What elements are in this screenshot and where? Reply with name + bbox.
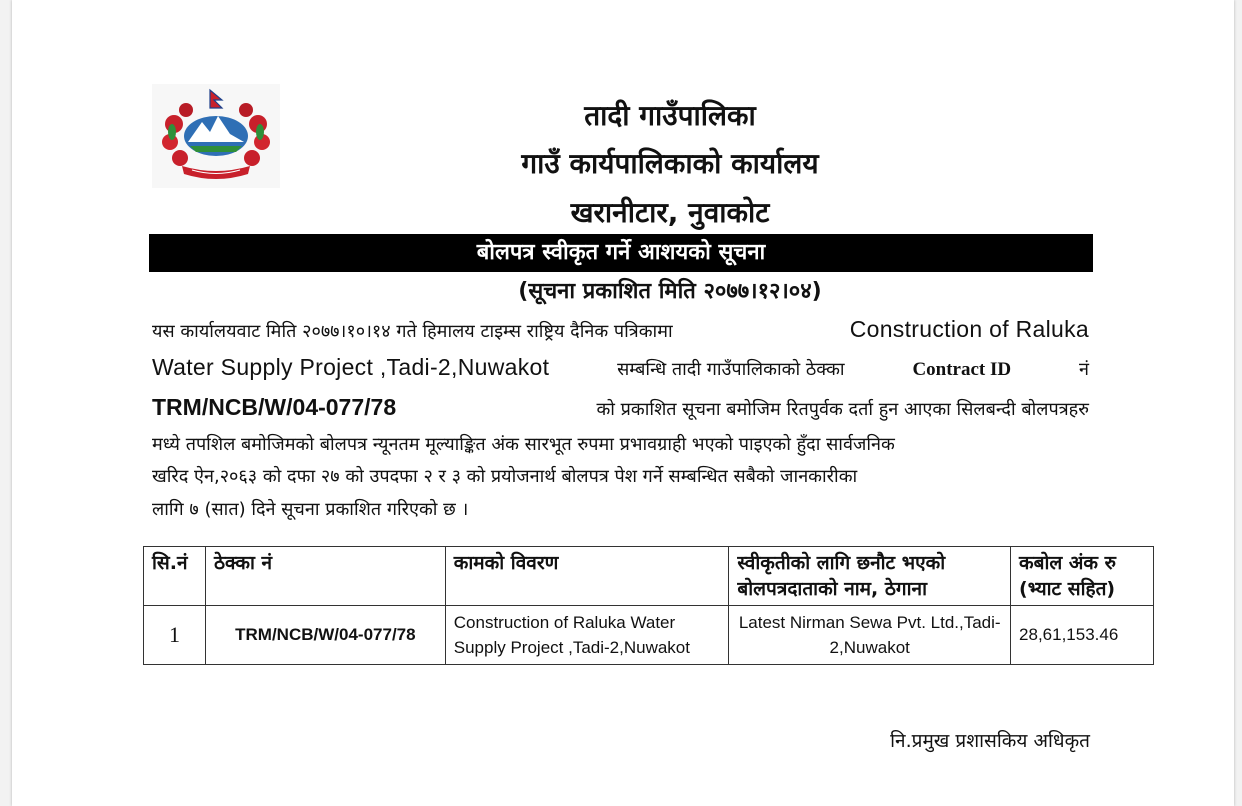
notice-title: बोलपत्र स्वीकृत गर्ने आशयको सूचना [476,240,766,265]
cell-sn: 1 [144,606,206,665]
cell-amount: 28,61,153.46 [1011,606,1154,665]
body-line-6 [152,497,1089,521]
project-name-part2: Water Supply Project ,Tadi-2,Nuwakot [152,354,550,380]
col-header-contract: ठेक्का नं [205,547,445,606]
body-text: यस कार्यालयवाट मिति २०७७।१०।१४ गते हिमालय टाइम्स राष्ट्रिय दैनिक पत्रिकामा [152,321,673,342]
municipality-name: तादी गाउँपालिका [584,99,756,132]
contract-id-label: Contract ID [912,359,1012,380]
body-text: लागि ७ (सात) दिने सूचना प्रकाशित गरिएको छ । [152,499,469,520]
body-text: को प्रकाशित सूचना बमोजिम रितपुर्वक दर्ता हुन आएका सिलबन्दी बोलपत्रहरु [596,399,1089,420]
body-text: मध्ये तपशिल बमोजिमको बोलपत्र न्यूनतम मूल्याङ्कित अंक सारभूत रुपमा प्रभावग्राही भएको पाइएको हुँदा सार्वजनिक [152,434,895,455]
body-line-5 [152,464,1089,488]
body-line-3 [152,394,1089,421]
project-name-part1: Construction of Raluka [849,316,1089,342]
body-line-1 [152,316,1089,343]
notice-title-bar [149,234,1093,272]
published-date: (सूचना प्रकाशित मिति २०७७।१२।०४) [518,279,822,304]
office-name: गाउँ कार्यपालिकाको कार्यालय [521,147,819,180]
table-header-row [144,547,1154,606]
body-text: नं [1078,359,1089,380]
body-text: सम्बन्धि तादी गाउँपालिकाको ठेक्का [617,359,845,380]
table-row [144,606,1154,665]
col-header-bidder: स्वीकृतीको लागि छनौट भएको बोलपत्रदाताको नाम, ठेगाना [729,547,1011,606]
cell-contract-id: TRM/NCB/W/04-077/78 [205,606,445,665]
cell-bidder: Latest Nirman Sewa Pvt. Ltd.,Tadi-2,Nuwakot [729,606,1011,665]
col-header-sn: सि.नं [144,547,206,606]
office-address: खरानीटार, नुवाकोट [570,196,770,229]
mountain-map-icon [184,116,248,156]
col-header-description: कामको विवरण [445,547,729,606]
bid-details-table [143,546,1154,665]
cell-description: Construction of Raluka Water Supply Project ,Tadi-2,Nuwakot [445,606,729,665]
body-line-2 [152,354,1089,381]
signatory-title: नि.प्रमुख प्रशासकिय अधिकृत [890,730,1090,752]
contract-id: TRM/NCB/W/04-077/78 [152,394,397,420]
col-header-amount: कबोल अंक रु (भ्याट सहित) [1011,547,1154,606]
body-line-4 [152,432,1089,456]
body-text: खरिद ऐन,२०६३ को दफा २७ को उपदफा २ र ३ को प्रयोजनार्थ बोलपत्र पेश गर्ने सम्बन्धित सबैको जानकारीका [152,466,858,487]
